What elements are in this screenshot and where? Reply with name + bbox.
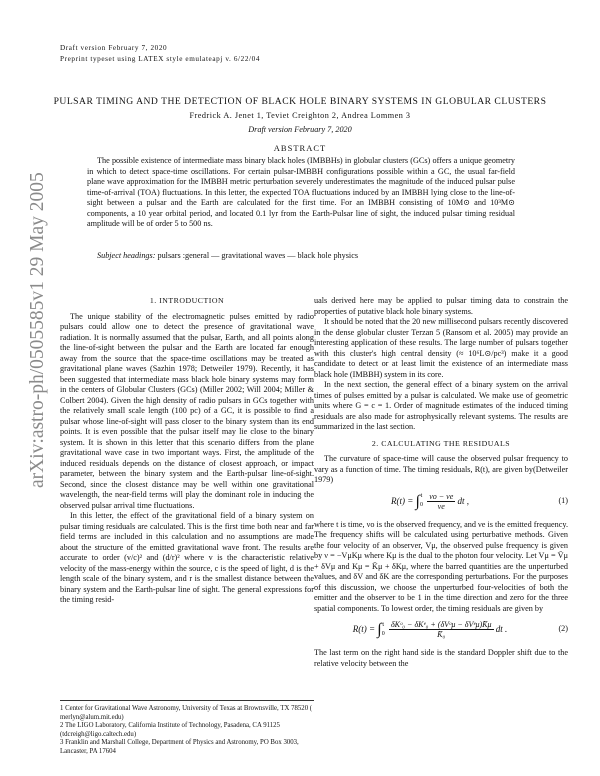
- eq2-lhs: R(t) =: [352, 624, 376, 634]
- eq1-tail: dt ,: [457, 495, 470, 506]
- integral-sign: ∫: [377, 620, 382, 638]
- eq2-label: (2): [558, 624, 568, 633]
- eq1-denominator: νe: [437, 501, 445, 511]
- footnote-2: 2 The LIGO Laboratory, California Institute of Technology, Pasadena, CA 91125 (tdcreigh@ligo.caltech.edu): [60, 722, 280, 738]
- section-introduction-heading: 1. INTRODUCTION: [149, 296, 225, 305]
- integral-sign: ∫: [415, 492, 420, 510]
- eq1-numerator: νo − νe: [429, 491, 454, 501]
- section-residuals-heading: 2. CALCULATING THE RESIDUALS: [371, 438, 511, 448]
- left-column: [60, 296, 314, 606]
- footnote-3: 3 Franklin and Marshall College, Department of Physics and Astronomy, PO Box 3003, Lancaster, PA 17604: [60, 739, 299, 755]
- paper-title: PULSAR TIMING AND THE DETECTION OF BLACK HOLE BINARY SYSTEMS IN GLOBULAR CLUSTERS: [53, 96, 547, 107]
- integral-limits: [382, 621, 385, 639]
- para-continuation: uals derived here may be applied to pulsar timing data to constrain the properties of putative black hole binary systems.: [314, 296, 568, 316]
- right-column: [314, 296, 568, 669]
- equation-1: [314, 490, 568, 516]
- para-curvature: The curvature of space-time will cause the observed pulsar frequency to vary as a function of time. The timing residuals, R(t), are given by(Detweiler 1979): [314, 454, 568, 484]
- para-terzan5: It should be noted that the 20 new millisecond pulsars recently discovered in the dense globular cluster Terzan 5 (Ransom et al. 2005) may provide an interesting application of these results. The large number of pulsars together with this cluster's high central density (≈ 10⁶L⊙/pc³) make it a good candidate to detect or at least limit the existence of an intermediate mass black hole (IMBBH) system in its core.: [314, 317, 568, 379]
- integral-lower: 0: [419, 502, 423, 509]
- integral-lower: 0: [381, 630, 385, 637]
- subject-label: Subject headings:: [97, 251, 156, 260]
- eq2-tail: dt .: [495, 624, 508, 634]
- para-frequency-shift: where t is time, νo is the observed frequency, and νe is the emitted frequency. The frequency shifts will be calculated using perturbative methods. Given the four velocity of an observer, Vμ, the observed pulse frequency is given by ν = −VμKμ where Kμ is the dual to the photon four velocity. Let Vμ = V̄μ + δVμ and Kμ = K̄μ + δKμ, where the barred quantities are the unperturbed values, and δV and δK are the corresponding perturbations. For the purposes of this discussion, we choose the unperturbed four-velocities of both the emitter and the observer to be 1 in the time direction and zero for the three spatial components. To lowest order, the timing residuals are given by: [314, 519, 568, 613]
- preprint-header: [60, 43, 260, 65]
- arxiv-stamp: arXiv:astro-ph/0505585v1 29 May 2005: [27, 172, 48, 488]
- integral-limits: [420, 492, 423, 510]
- eq2-fraction: [389, 620, 494, 639]
- eq2-numerator: δKᵒ₀ − δKᵉ₀ + (δVᵒμ − δVᵉμ)K̄μ: [390, 620, 492, 630]
- para-outline: In the next section, the general effect of a binary system on the arrival times of pulses emitted by a pulsar is calculated. We make use of geometric units where G = c = 1. Order of magnitude estimates of the induced timing residuals are also made for astrophysically relevant systems. The results are summarized in the last section.: [314, 380, 568, 431]
- integral-upper: t: [382, 621, 385, 628]
- abstract-heading: ABSTRACT: [273, 143, 327, 153]
- subject-headings: [87, 251, 515, 262]
- footnote-1: 1 Center for Gravitational Wave Astronomy, University of Texas at Brownsville, TX 78520 ( merlyn@alum.mit.edu): [60, 705, 313, 721]
- draft-date: Draft version February 7, 2020: [248, 125, 352, 134]
- eq1-label: (1): [558, 495, 568, 505]
- draft-line: Draft version February 7, 2020: [60, 44, 168, 52]
- preprint-line: Preprint typeset using LATEX style emulateapj v. 6/22/04: [60, 55, 261, 63]
- equation-2: [314, 618, 568, 644]
- subject-text: pulsars :general — gravitational waves — black hole physics: [157, 251, 359, 260]
- integral-upper: t: [420, 493, 423, 500]
- author-list: Fredrick A. Jenet 1, Teviet Creighton 2, Andrea Lommen 3: [189, 111, 411, 120]
- footnotes: [60, 700, 314, 757]
- para-doppler: The last term on the right hand side is the standard Doppler shift due to the relative velocity between the: [314, 648, 568, 668]
- eq2-denominator: K̄₀: [437, 630, 446, 640]
- eq1-fraction: [427, 492, 455, 511]
- eq1-lhs: R(t) =: [390, 495, 414, 506]
- intro-paragraph-2: In this letter, the effect of the gravitational field of a binary system on pulsar timing residuals are calculated. This is the first time both near and far field terms are included in this calculation and no assumptions are made about the structure of the emitted gravitational wave front. The results are accurate to order (v/c)² and (d/r)² where v is the characteristic relative velocity of the mass-energy within the source, c is the speed of light, d is the length scale of the binary system, and r is the smallest distance between the binary system and the Earth-pulsar line of sight. The general expressions for the timing resid-: [60, 511, 314, 604]
- abstract-text: The possible existence of intermediate mass binary black holes (IMBBHs) in globular clusters (GCs) offers a unique geometry in which to detect space-time oscillations. For certain pulsar-IMBBH configurations possible within a GC, the usual far-field plane wave approximation for the IMBBH metric perturbation severely underestimates the magnitude of the induced pulsar pulse time-of-arrival (TOA) fluctuations. In this letter, the expected TOA fluctuations induced by an IMBBH lying close to the line-of-sight between a pulsar and the Earth are calculated for the first time. For an IMBBH consisting of 10M⊙ and 10³M⊙ components, a 10 year orbital period, and located 0.1 lyr from the Earth-Pulsar line of sight, the induced pulsar timing residual amplitude will be of order 5 to 500 ns.: [87, 156, 515, 228]
- intro-paragraph-1: The unique stability of the electromagnetic pulses emitted by radio pulsars could allow one to detect the presence of gravitational wave radiation. It is normally assumed that the pulsar, Earth, and all points along the line-of-sight between the pulsar and the Earth are located far enough away from the source that the space-time oscillations may be treated as gravitational plane waves (Sazhin 1978; Detweiler 1979). Recently, it has been suggested that intermediate mass black hole binary systems may form in the centers of Globular Clusters (GCs) (Miller 2002; Will 2004; Miller & Colbert 2004). Given the high density of radio pulsars in GCs together with the relatively small scale length (100 pc) of a GC, it is possible to find a pulsar whose line-of-sight will pass closer to the binary system than its end points. It is even possible that the pulsar itself may lie close to the binary system. It is shown in this letter that this scenario differs from the plane gravitational wave case in two important ways. First, the amplitude of the induced residuals depends on the distance of closest approach, or impact parameter, between the binary system and the Earth-pulsar line-of-sight. Second, since the closest distance may be well within one gravitational wavelength, the near-field terms will play the dominant role in inducing the observed pulsar arrival time fluctuations.: [60, 311, 314, 510]
